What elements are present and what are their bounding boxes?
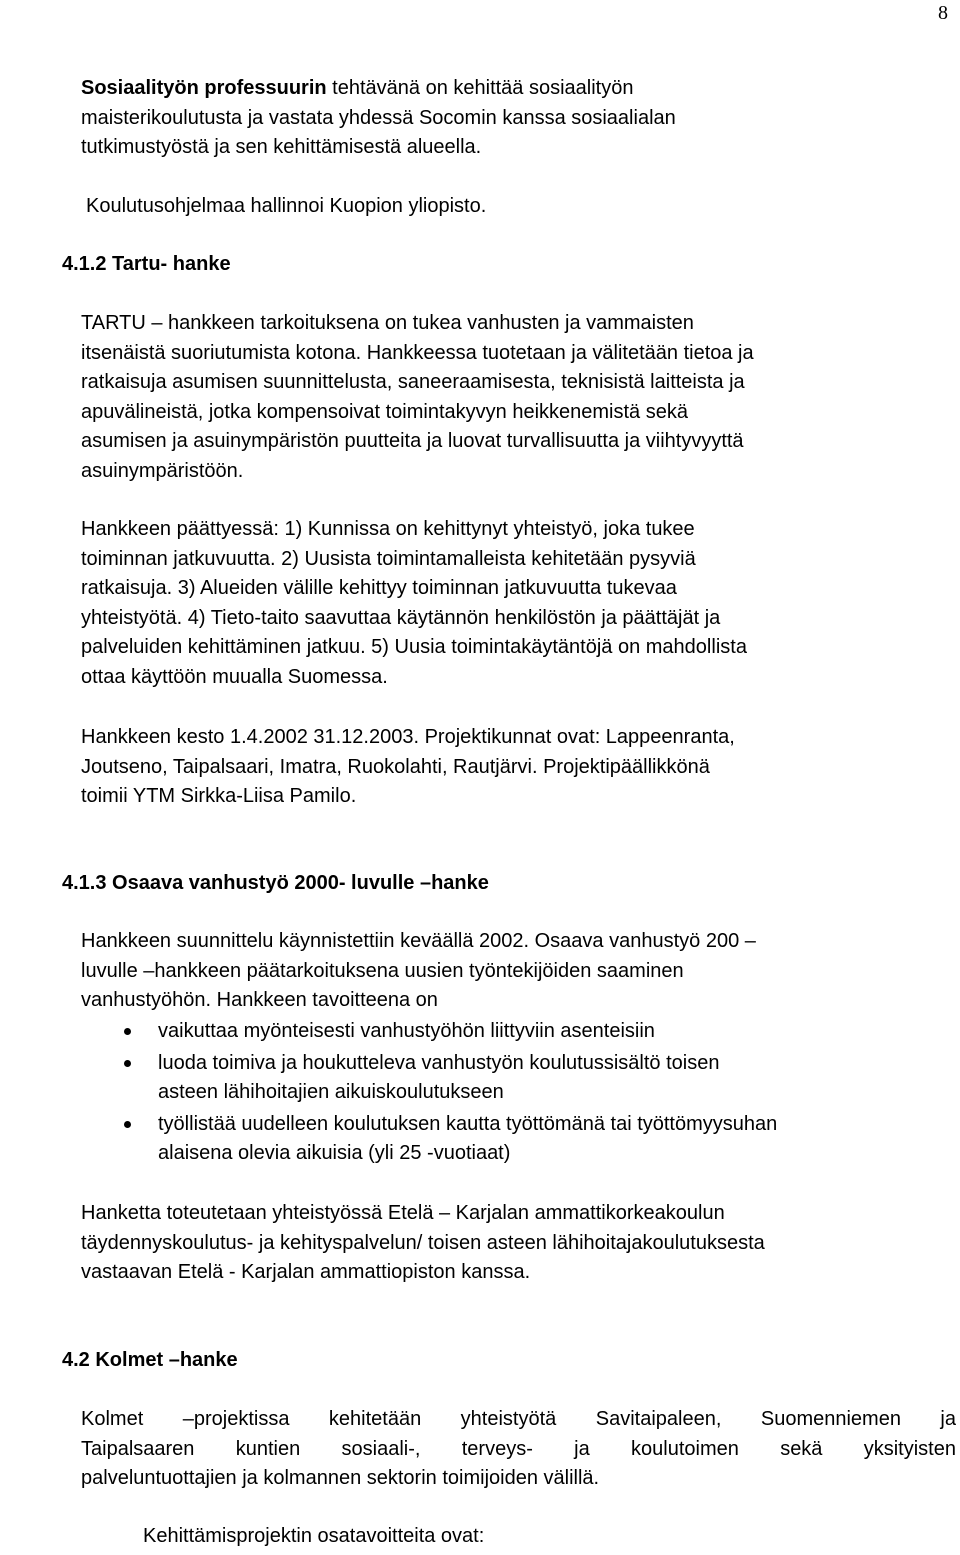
text-line: Hankkeen suunnittelu käynnistettiin keväällä 2002. Osaava vanhustyö 200 – (81, 930, 756, 952)
text-line: palveluiden kehittäminen jatkuu. 5) Uusia toimintakäytäntöjä on mahdollista (81, 636, 747, 659)
intro-line-3: tutkimustyöstä ja sen kehittämisestä alueella. (81, 136, 482, 159)
heading-4-2: 4.2 Kolmet –hanke (62, 1349, 238, 1371)
list-item (124, 1017, 777, 1047)
text-line: vanhustyöhön. Hankkeen tavoitteena on (81, 989, 438, 1012)
text-line: Joutseno, Taipalsaari, Imatra, Ruokolahti, Rautjärvi. Projektipäällikkönä (81, 755, 710, 778)
text-line: täydennyskoulutus- ja kehityspalvelun/ toisen asteen lähihoitajakoulutuksesta (81, 1231, 765, 1254)
osaava-paragraph-2 (81, 1199, 765, 1288)
tartu-paragraph-2 (81, 515, 747, 693)
text-line: Taipalsaaren kuntien sosiaali-, terveys- ja koulutoimen sekä yksityisten (81, 1437, 956, 1460)
text-line: ratkaisuja asumisen suunnittelusta, saneeraamisesta, teknisistä laitteista ja (81, 371, 745, 394)
tartu-paragraph-1 (81, 309, 754, 487)
text-line: ottaa käyttöön muualla Suomessa. (81, 665, 388, 688)
text-line: asuinympäristöön. (81, 459, 244, 482)
text-line: luvulle –hankkeen päätarkoituksena uusien työntekijöiden saaminen (81, 959, 684, 982)
text-line: Hankkeen päättyessä: 1) Kunnissa on kehittynyt yhteistyö, joka tukee (81, 518, 695, 540)
text-line: ratkaisuja. 3) Alueiden välille kehittyy toiminnan jatkuvuutta tukevaa (81, 577, 677, 600)
text-line: Kolmet –projektissa kehitetään yhteistyötä Savitaipaleen, Suomenniemen ja (81, 1408, 956, 1430)
text-line: toimii YTM Sirkka-Liisa Pamilo. (81, 785, 357, 808)
goal-bullet-list (124, 1017, 777, 1171)
text-line: Hanketta toteutetaan yhteistyössä Etelä – Karjalan ammattikorkeakoulun (81, 1202, 725, 1224)
text-line: palveluntuottajien ja kolmannen sektorin toimijoiden välillä. (81, 1467, 600, 1490)
kolmet-paragraph (81, 1405, 956, 1494)
text-line: asteen lähihoitajien aikuiskoulutukseen (158, 1081, 504, 1104)
page-number: 8 (938, 2, 948, 24)
kolmet-subtitle: Kehittämisprojektin osatavoitteita ovat: (143, 1525, 485, 1547)
intro-paragraph (81, 74, 676, 163)
text-line: alaisena olevia aikuisia (yli 25 -vuotiaat) (158, 1142, 511, 1165)
professorship-lead: Sosiaalityön professuurin (81, 77, 327, 99)
list-item (124, 1049, 777, 1108)
text-line: työllistää uudelleen koulutuksen kautta työttömänä tai työttömyysuhan (158, 1112, 778, 1135)
text-line: yhteistyötä. 4) Tieto-taito saavuttaa käytännön henkilöstön ja päättäjät ja (81, 606, 721, 629)
list-item (124, 1110, 777, 1169)
text-line: vastaavan Etelä - Karjalan ammattiopiston kanssa. (81, 1261, 531, 1284)
text-line: toiminnan jatkuvuutta. 2) Uusista toimintamalleista kehitetään pysyviä (81, 547, 696, 570)
tartu-paragraph-3 (81, 723, 735, 812)
text-line: asumisen ja asuinympäristön puutteita ja luovat turvallisuutta ja viihtyvyyttä (81, 430, 744, 453)
heading-4-1-3: 4.1.3 Osaava vanhustyö 2000- luvulle –hanke (62, 872, 489, 894)
text-line: itsenäistä suoriutumista kotona. Hankkeessa tuotetaan ja välitetään tietoa ja (81, 341, 754, 364)
text-line: Hankkeen kesto 1.4.2002 31.12.2003. Projektikunnat ovat: Lappeenranta, (81, 726, 735, 748)
heading-4-1-2: 4.1.2 Tartu- hanke (62, 253, 231, 275)
text-line: luoda toimiva ja houkutteleva vanhustyön koulutussisältö toisen (158, 1051, 720, 1074)
text-line: TARTU – hankkeen tarkoituksena on tukea vanhusten ja vammaisten (81, 312, 694, 334)
text-line: vaikuttaa myönteisesti vanhustyöhön liittyviin asenteisiin (158, 1020, 655, 1042)
admin-note: Koulutusohjelmaa hallinnoi Kuopion yliopisto. (86, 195, 487, 217)
text-line: apuvälineistä, jotka kompensoivat toimintakyvyn heikkenemistä sekä (81, 400, 688, 423)
intro-line-1: Sosiaalityön professuurin tehtävänä on kehittää sosiaalityön (81, 77, 634, 99)
osaava-paragraph-1 (81, 927, 756, 1016)
intro-line-2: maisterikoulutusta ja vastata yhdessä Socomin kanssa sosiaalialan (81, 106, 676, 129)
